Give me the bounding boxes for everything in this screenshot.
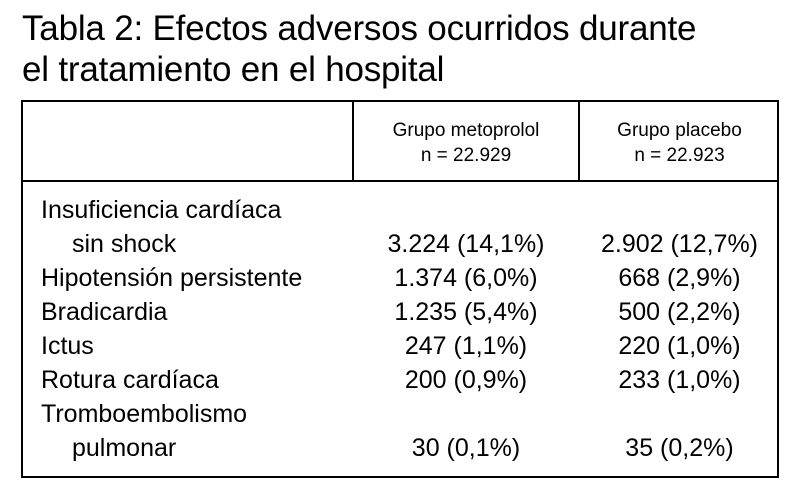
row-label: Bradicardia xyxy=(41,298,168,326)
table-row xyxy=(23,363,777,397)
table-row xyxy=(23,227,777,261)
table-row xyxy=(23,329,777,363)
table-row xyxy=(23,431,777,465)
row-label: Tromboembolismo xyxy=(41,400,248,428)
table-title xyxy=(22,8,792,90)
row-label: Ictus xyxy=(41,332,94,360)
row-label: pulmonar xyxy=(72,434,177,462)
metoprolol-value: 1.235 (5,4%) xyxy=(394,298,538,326)
placebo-value: 35 (0,2%) xyxy=(625,434,734,462)
title-line-1: Tabla 2: Efectos adversos ocurridos durante xyxy=(22,9,697,48)
column-header-n: n = 22.929 xyxy=(420,145,512,166)
adverse-effects-table xyxy=(21,100,779,478)
metoprolol-value: 30 (0,1%) xyxy=(411,434,521,462)
metoprolol-value: 3.224 (14,1%) xyxy=(387,230,545,258)
row-label: Insuficiencia cardíaca xyxy=(41,196,282,224)
metoprolol-value: 247 (1,1%) xyxy=(404,332,528,360)
column-header-name: Grupo metoprolol xyxy=(392,120,540,141)
placebo-value: 233 (1,0%) xyxy=(618,366,741,394)
table-row xyxy=(23,193,777,227)
row-label: Hipotensión persistente xyxy=(41,264,303,292)
metoprolol-value: 200 (0,9%) xyxy=(404,366,528,394)
metoprolol-value: 1.374 (6,0%) xyxy=(394,264,538,292)
column-header-placebo xyxy=(580,118,779,168)
placebo-value: 668 (2,9%) xyxy=(618,264,741,292)
row-label: sin shock xyxy=(72,230,177,258)
title-line-2: el tratamiento en el hospital xyxy=(22,50,445,89)
column-header-n: n = 22.923 xyxy=(634,145,725,166)
header-bottom-rule xyxy=(23,180,777,182)
placebo-value: 500 (2,2%) xyxy=(618,298,741,326)
table-row xyxy=(23,397,777,431)
table-row xyxy=(23,295,777,329)
column-header-metoprolol xyxy=(354,118,578,168)
table-row xyxy=(23,261,777,295)
column-header-name: Grupo placebo xyxy=(617,120,742,141)
placebo-value: 220 (1,0%) xyxy=(618,332,741,360)
placebo-value: 2.902 (12,7%) xyxy=(600,230,759,258)
row-label: Rotura cardíaca xyxy=(41,366,219,394)
